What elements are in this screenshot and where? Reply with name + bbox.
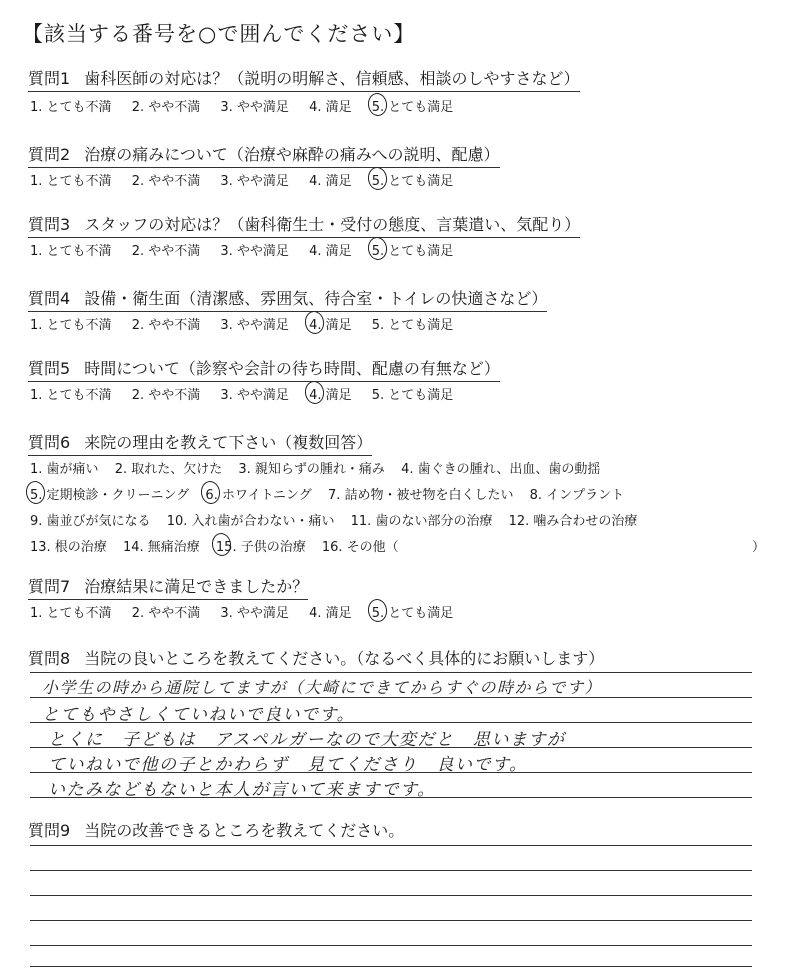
answer-line xyxy=(30,895,752,896)
option-8[interactable]: 8. インプラント xyxy=(529,488,625,503)
question-4-options xyxy=(30,314,469,333)
option-3[interactable]: 3. やや満足 xyxy=(220,606,289,621)
question-2-title xyxy=(28,142,500,168)
option-1[interactable]: 1. とても不満 xyxy=(30,174,112,189)
option-1[interactable]: 1. とても不満 xyxy=(30,318,112,333)
option-3[interactable]: 3. やや満足 xyxy=(220,244,289,259)
question-text: 当院の良いところを教えてください。（なるべく具体的にお願いします） xyxy=(84,649,605,668)
option-11[interactable]: 11. 歯のない部分の治療 xyxy=(350,514,493,529)
option-1[interactable]: 1. とても不満 xyxy=(30,388,112,403)
question-number: 質問8 xyxy=(28,649,71,668)
answer-line xyxy=(30,845,752,846)
option-15-selected[interactable]: 15. 子供の治療 xyxy=(216,536,306,555)
option-4[interactable]: 4. 歯ぐきの腫れ、出血、歯の動揺 xyxy=(401,462,601,477)
option-2[interactable]: 2. やや不満 xyxy=(131,174,201,189)
question-6-title xyxy=(28,430,372,456)
question-3-options xyxy=(30,240,469,259)
question-number: 質問5 xyxy=(28,359,71,378)
option-4[interactable]: 4. 満足 xyxy=(309,606,352,621)
option-2[interactable]: 2. やや不満 xyxy=(131,606,201,621)
option-9[interactable]: 9. 歯並びが気になる xyxy=(30,514,151,529)
question-number: 質問3 xyxy=(28,215,71,234)
option-4-selected[interactable]: 4. 満足 xyxy=(309,384,352,403)
instruction-header: 【該当する番号を○で囲んでください】 xyxy=(22,22,416,46)
question-number: 質問6 xyxy=(28,433,71,452)
handwritten-line-4: ていねいで他の子とかわらず 見てくださり 良いです。 xyxy=(48,755,528,775)
option-4[interactable]: 4. 満足 xyxy=(309,244,352,259)
question-1-title xyxy=(28,66,580,92)
option-1[interactable]: 1. とても不満 xyxy=(30,100,112,115)
question-3-title xyxy=(28,212,580,238)
option-3[interactable]: 3. やや満足 xyxy=(220,388,289,403)
option-10[interactable]: 10. 入れ歯が合わない・痛い xyxy=(166,514,335,529)
option-4[interactable]: 4. 満足 xyxy=(309,174,352,189)
question-number: 質問9 xyxy=(28,821,71,840)
option-4[interactable]: 4. 満足 xyxy=(309,100,352,115)
option-5-selected[interactable]: 5. とても満足 xyxy=(372,602,454,621)
question-5-options xyxy=(30,384,469,403)
handwritten-line-3: とくに 子どもは アスペルガーなので大変だと 思いますが xyxy=(48,730,566,750)
question-number: 質問1 xyxy=(28,69,71,88)
option-2[interactable]: 2. やや不満 xyxy=(131,100,201,115)
question-text: 時間について（診察や会計の待ち時間、配慮の有無など） xyxy=(84,359,500,378)
question-number: 質問4 xyxy=(28,289,71,308)
option-13[interactable]: 13. 根の治療 xyxy=(30,540,107,555)
question-text: 当院の改善できるところを教えてください。 xyxy=(84,821,405,840)
question-6-options-row-1 xyxy=(30,458,612,477)
option-2[interactable]: 2. やや不満 xyxy=(131,244,201,259)
option-1[interactable]: 1. とても不満 xyxy=(30,244,112,259)
question-number: 質問7 xyxy=(28,577,71,596)
handwritten-line-2: とてもやさしくていねいで良いです。 xyxy=(42,705,356,725)
question-2-options xyxy=(30,170,469,189)
question-6-options-row-4 xyxy=(30,536,770,555)
question-text: スタッフの対応は？（歯科衛生士・受付の態度、言葉遣い、気配り） xyxy=(84,215,581,234)
option-3[interactable]: 3. やや満足 xyxy=(220,174,289,189)
question-text: 治療の痛みについて（治療や麻酔の痛みへの説明、配慮） xyxy=(84,145,500,164)
option-2[interactable]: 2. 取れた、欠けた xyxy=(114,462,223,477)
option-5[interactable]: 5. とても満足 xyxy=(371,388,454,403)
option-14[interactable]: 14. 無痛治療 xyxy=(122,540,200,555)
question-6-options-row-3 xyxy=(30,510,649,529)
handwritten-line-5: いたみなどもないと本人が言いて来ますです。 xyxy=(48,780,436,800)
question-number: 質問2 xyxy=(28,145,71,164)
answer-line xyxy=(30,966,752,967)
question-8-title xyxy=(28,646,604,671)
question-6-options-row-2 xyxy=(30,484,636,503)
option-3[interactable]: 3. やや満足 xyxy=(220,318,289,333)
option-5[interactable]: 5. とても満足 xyxy=(371,318,454,333)
option-2[interactable]: 2. やや不満 xyxy=(131,388,201,403)
question-9-title xyxy=(28,818,404,843)
option-16-other[interactable]: 16. その他（ xyxy=(321,540,399,555)
question-text: 設備・衛生面（清潔感、雰囲気、待合室・トイレの快適さなど） xyxy=(84,289,548,308)
question-7-options xyxy=(30,602,469,621)
question-5-title xyxy=(28,356,500,382)
question-text: 治療結果に満足できましたか？ xyxy=(84,577,309,596)
answer-line xyxy=(30,920,752,921)
option-5-selected[interactable]: 5. 定期検診・クリーニング xyxy=(30,484,189,503)
option-5-selected[interactable]: 5. とても満足 xyxy=(372,170,454,189)
option-1[interactable]: 1. 歯が痛い xyxy=(30,462,99,477)
question-4-title xyxy=(28,286,547,312)
option-4-selected[interactable]: 4. 満足 xyxy=(309,314,352,333)
option-5-selected[interactable]: 5. とても満足 xyxy=(372,240,454,259)
answer-line xyxy=(30,672,752,673)
option-1[interactable]: 1. とても不満 xyxy=(30,606,112,621)
answer-line xyxy=(30,870,752,871)
option-5-selected[interactable]: 5. とても満足 xyxy=(372,96,454,115)
question-1-options xyxy=(30,96,469,115)
answer-line xyxy=(30,945,752,946)
option-12[interactable]: 12. 噛み合わせの治療 xyxy=(508,514,638,529)
option-7[interactable]: 7. 詰め物・被せ物を白くしたい xyxy=(327,488,514,503)
option-6-selected[interactable]: 6. ホワイトニング xyxy=(205,484,311,503)
option-3[interactable]: 3. 親知らずの腫れ・痛み xyxy=(238,462,385,477)
option-2[interactable]: 2. やや不満 xyxy=(131,318,201,333)
handwritten-line-1: 小学生の時から通院してますが（大崎にできてからすぐの時からです） xyxy=(42,678,602,697)
question-text: 歯科医師の対応は？（説明の明解さ、信頼感、相談のしやすさなど） xyxy=(84,69,580,88)
question-text: 来院の理由を教えて下さい（複数回答） xyxy=(84,433,373,452)
option-3[interactable]: 3. やや満足 xyxy=(220,100,289,115)
other-paren-close: ） xyxy=(752,540,766,555)
question-7-title xyxy=(28,574,308,600)
